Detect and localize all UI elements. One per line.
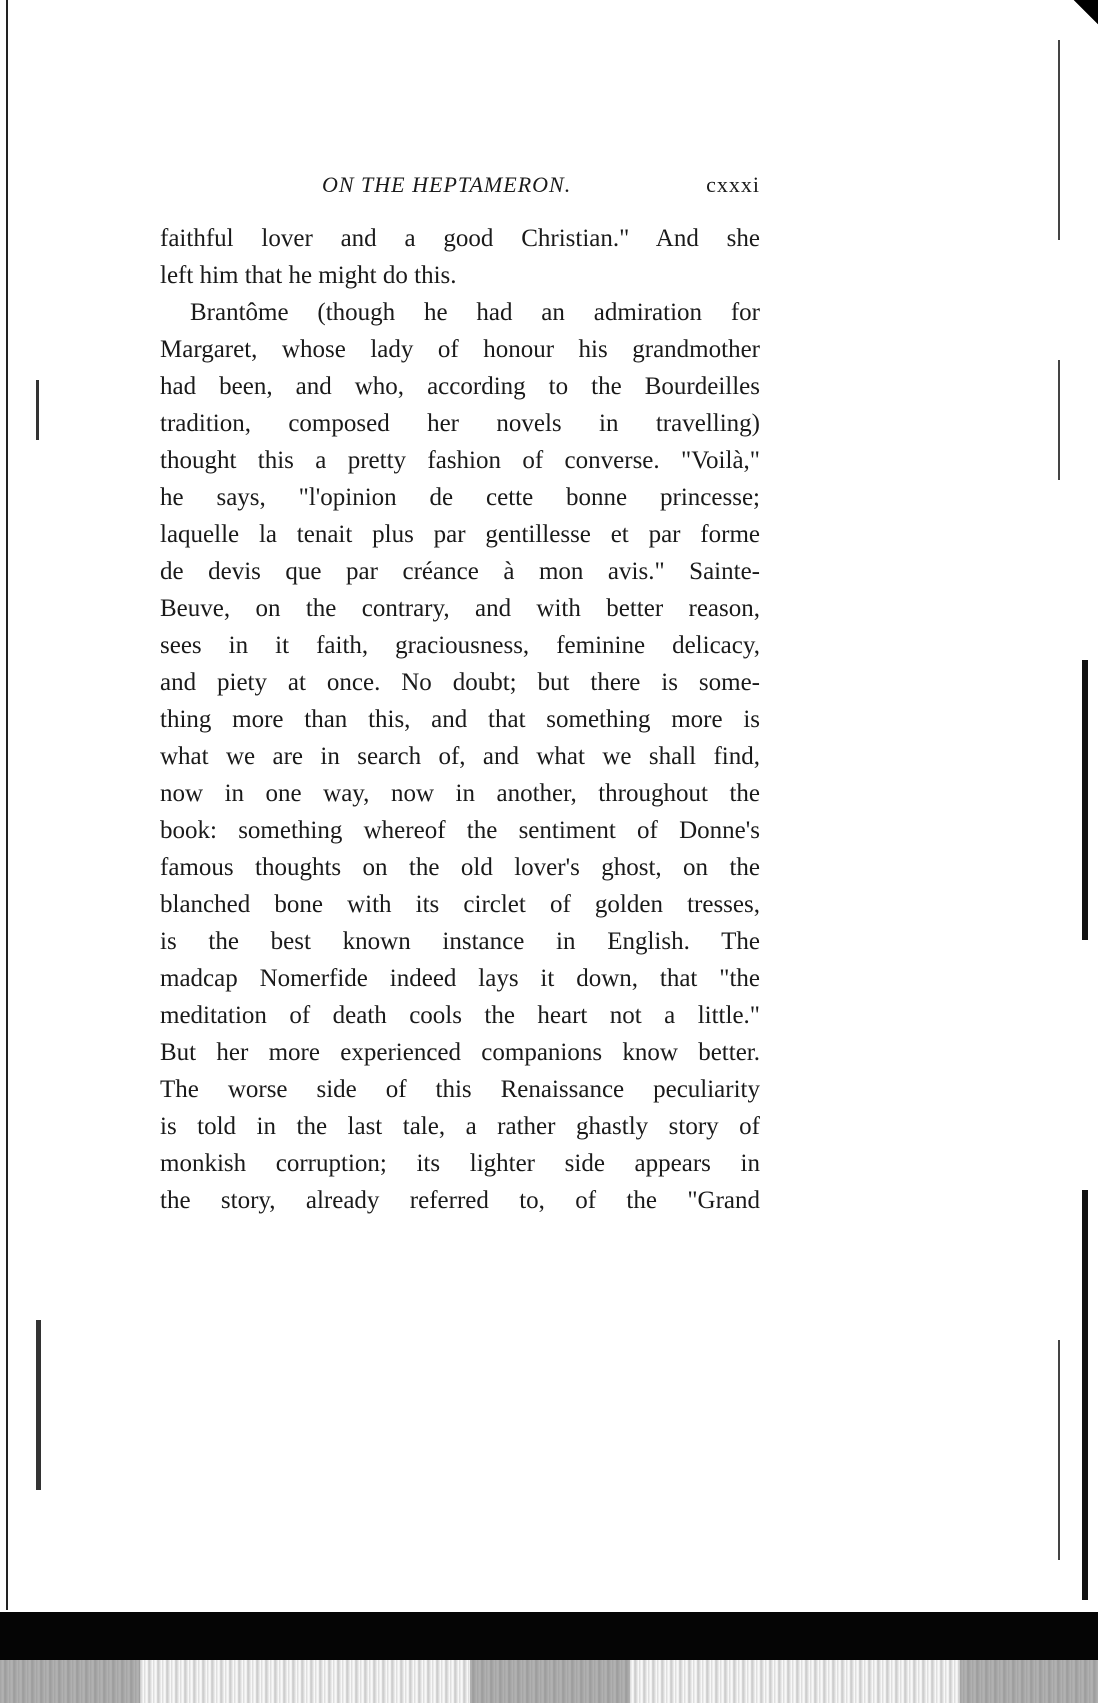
text-line: madcap Nomerfide indeed lays it down, that "the xyxy=(160,965,760,992)
text-line: blanched bone with its circlet of golden tresses, xyxy=(160,891,760,918)
body-text xyxy=(160,220,760,1219)
text-line: Brantôme (though he had an admiration for xyxy=(190,299,760,326)
text-line: Margaret, whose lady of honour his grandmother xyxy=(160,336,760,363)
text-line: thought this a pretty fashion of converse. "Voilà," xyxy=(160,447,760,474)
scan-mark xyxy=(36,1320,41,1490)
scan-corner xyxy=(1068,0,1098,30)
text-line: is the best known instance in English. The xyxy=(160,928,760,955)
scan-bottom-band xyxy=(0,1612,1098,1660)
text-line: book: something whereof the sentiment of Donne's xyxy=(160,817,760,844)
text-line: he says, "l'opinion de cette bonne princesse; xyxy=(160,484,760,511)
text-line: The worse side of this Renaissance peculiarity xyxy=(160,1076,760,1103)
text-line: But her more experienced companions know better. xyxy=(160,1039,760,1066)
scan-mark xyxy=(36,380,39,440)
running-head xyxy=(160,172,760,202)
scan-blotch xyxy=(0,1660,140,1703)
scan-edge-right xyxy=(1082,1190,1088,1600)
text-line: famous thoughts on the old lover's ghost, on the xyxy=(160,854,760,881)
text-line: sees in it faith, graciousness, feminine delicacy, xyxy=(160,632,760,659)
scan-blotch xyxy=(470,1660,630,1703)
text-line: laquelle la tenait plus par gentillesse et par forme xyxy=(160,521,760,548)
text-line: meditation of death cools the heart not a little." xyxy=(160,1002,760,1029)
text-line: monkish corruption; its lighter side appears in xyxy=(160,1150,760,1177)
text-line: is told in the last tale, a rather ghastly story of xyxy=(160,1113,760,1140)
text-line: Beuve, on the contrary, and with better reason, xyxy=(160,595,760,622)
scan-edge-right-thin xyxy=(1058,360,1060,480)
scan-edge-right-thin xyxy=(1058,1340,1060,1560)
text-line: thing more than this, and that something more is xyxy=(160,706,760,733)
text-line: now in one way, now in another, throughout the xyxy=(160,780,760,807)
scan-edge-right-thin xyxy=(1058,40,1060,240)
scan-blotch xyxy=(960,1660,1098,1703)
text-line: had been, and who, according to the Bourdeilles xyxy=(160,373,760,400)
text-line: the story, already referred to, of the "Grand xyxy=(160,1187,760,1214)
text-line: tradition, composed her novels in travelling) xyxy=(160,410,760,437)
text-line: left him that he might do this. xyxy=(160,262,457,289)
text-line: faithful lover and a good Christian." And she xyxy=(160,225,760,252)
scan-edge-right xyxy=(1082,660,1088,940)
text-line: and piety at once. No doubt; but there is some- xyxy=(160,669,760,696)
scan-edge-left xyxy=(6,0,8,1610)
text-line: what we are in search of, and what we shall find, xyxy=(160,743,760,770)
running-title: ON THE HEPTAMERON. xyxy=(322,172,572,197)
text-line: de devis que par créance à mon avis." Sainte- xyxy=(160,558,760,585)
page-number: cxxxi xyxy=(706,172,760,197)
